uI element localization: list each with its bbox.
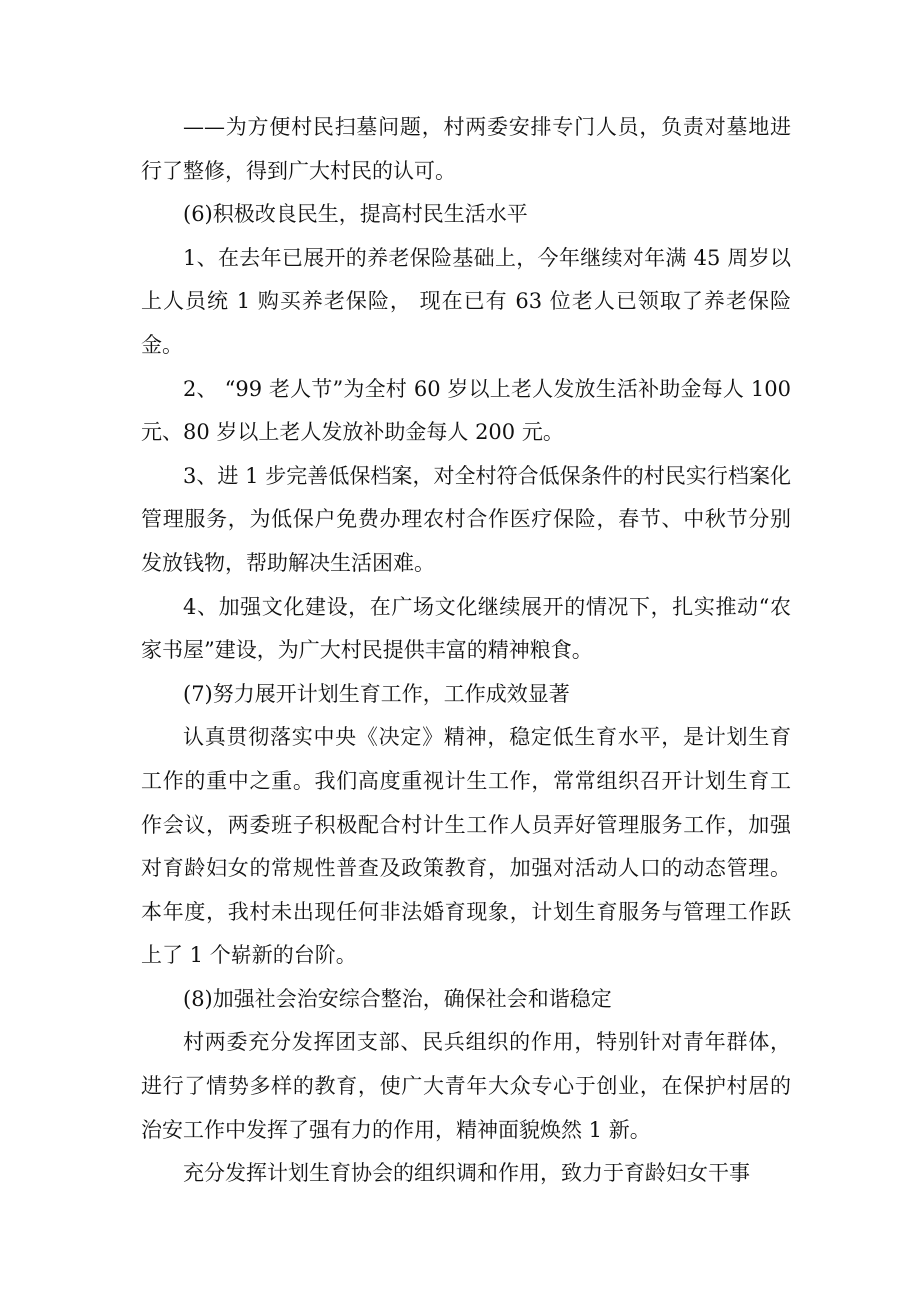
paragraph-elderly-festival: 2、 “99 老人节”为全村 60 岁以上老人发放生活补助金每人 100 元、80 岁以上老人发放补助金每人 200 元。: [141, 376, 791, 445]
paragraph-pension-insurance: 1、在去年已展开的养老保险基础上，今年继续对年满 45 周岁以上人员统 1 购买养老保险， 现在已有 63 位老人已领取了养老保险金。: [141, 245, 791, 357]
document-body: [141, 106, 791, 1196]
section-heading-8: (8)加强社会治安综合整治，确保社会和谐稳定: [183, 986, 612, 1011]
paragraph-family-planning: 认真贯彻落实中央《决定》精神，稳定低生育水平，是计划生育工作的重中之重。我们高度重视计生工作，常常组织召开计划生育工作会议，两委班子积极配合村计生工作人员弄好管理服务工作，加强对育龄妇女的常规性普查及政策教育，加强对活动人口的动态管理。本年度，我村未出现任何非法婚育现象，计划生育服务与管理工作跃上了 1 个崭新的台阶。: [141, 725, 791, 968]
paragraph-planning-association: 充分发挥计划生育协会的组织调和作用，致力于育龄妇女干事: [183, 1161, 750, 1186]
paragraph-graveyard-repair: ——为方便村民扫墓问题，村两委安排专门人员，负责对墓地进行了整修，得到广大村民的认可。: [141, 115, 791, 183]
paragraph-low-income-archive: 3、进 1 步完善低保档案，对全村符合低保条件的村民实行档案化管理服务，为低保户免费办理农村合作医疗保险，春节、中秋节分别发放钱物，帮助解决生活困难。: [141, 463, 791, 575]
paragraph-culture-building: 4、加强文化建设，在广场文化继续展开的情况下，扎实推动“农家书屋”建设，为广大村民提供丰富的精神粮食。: [141, 594, 791, 663]
section-heading-6: (6)积极改良民生，提高村民生活水平: [183, 202, 528, 227]
section-heading-7: (7)努力展开计划生育工作，工作成效显著: [183, 681, 570, 706]
paragraph-youth-education: 村两委充分发挥团支部、民兵组织的作用，特别针对青年群体，进行了情势多样的教育，使广大青年大众专心于创业，在保护村居的治安工作中发挥了强有力的作用，精神面貌焕然 1 新。: [141, 1030, 791, 1142]
